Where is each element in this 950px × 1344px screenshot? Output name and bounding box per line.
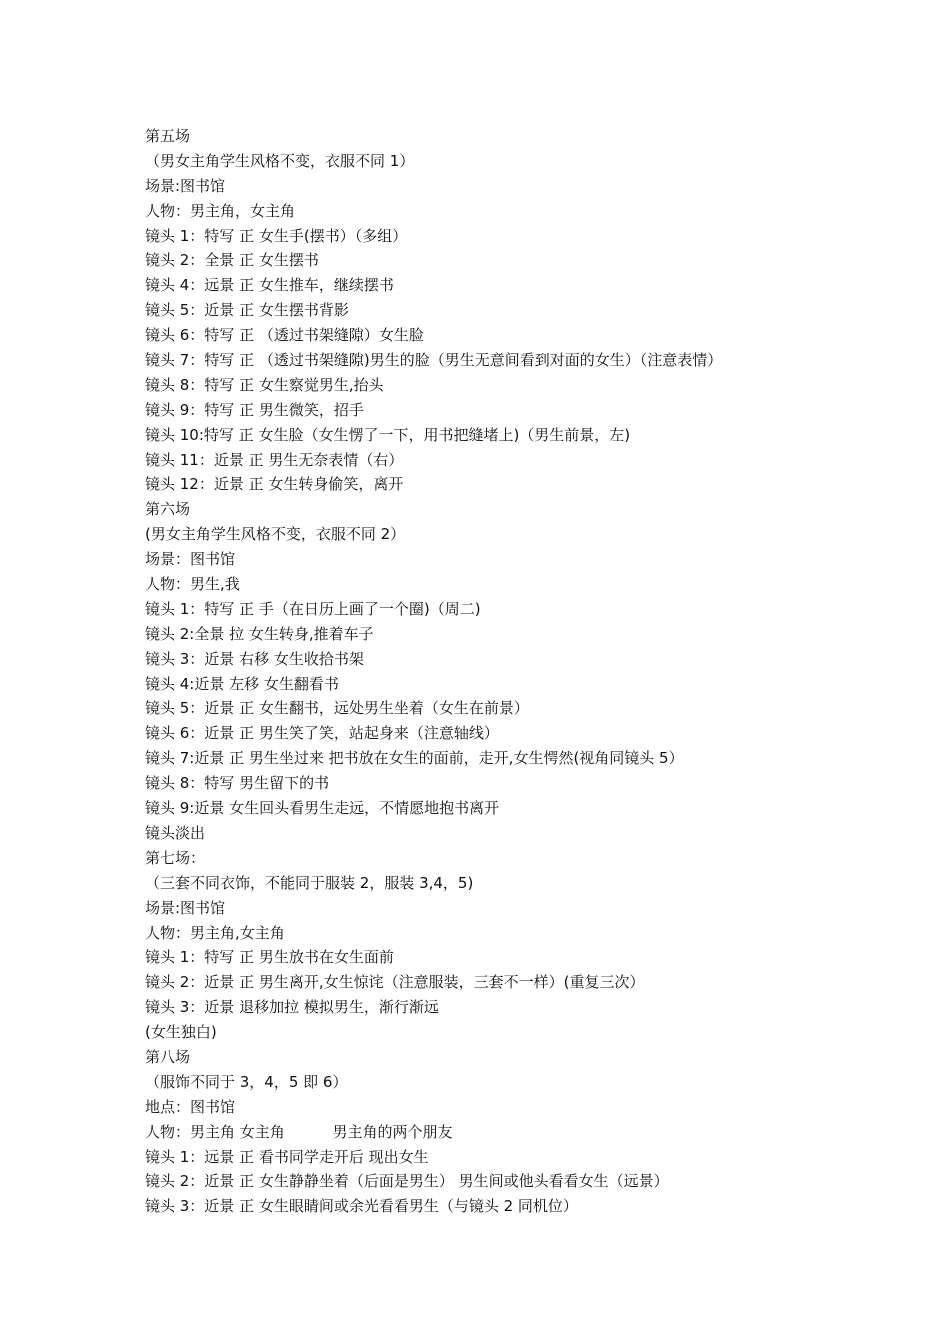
monologue-note: (女生独白) bbox=[145, 1023, 217, 1042]
shot-line: 镜头 4：远景 正 女生推车，继续摆书 bbox=[145, 276, 394, 295]
shot-line: 镜头 2：近景 正 女生静静坐着（后面是男生） 男生间或他头看看女生（远景） bbox=[145, 1172, 669, 1191]
scene-5-heading: 第五场 bbox=[145, 127, 191, 145]
shot-line: 镜头 7：特写 正 （透过书架缝隙)男生的脸（男生无意间看到对面的女生）（注意表情） bbox=[145, 351, 723, 370]
shot-line: 镜头 11：近景 正 男生无奈表情（右） bbox=[145, 450, 404, 469]
scene-5-characters: 人物：男主角，女主角 bbox=[145, 201, 296, 220]
scene-5-costume-note: （男女主角学生风格不变，衣服不同 1） bbox=[145, 151, 415, 170]
shot-line: 镜头 2：全景 正 女生摆书 bbox=[145, 251, 319, 270]
scene-6-heading: 第六场 bbox=[145, 500, 191, 519]
shot-line: 镜头 1：远景 正 看书同学走开后 现出女生 bbox=[145, 1147, 429, 1166]
scene-8-costume-note: （服饰不同于 3，4，5 即 6） bbox=[145, 1072, 348, 1091]
shot-line: 镜头 3：近景 右移 女生收拾书架 bbox=[145, 649, 364, 668]
scene-6-location: 场景：图书馆 bbox=[145, 550, 236, 569]
shot-line: 镜头 8：特写 男生留下的书 bbox=[145, 774, 330, 793]
shot-line: 镜头 6：特写 正 （透过书架缝隙）女生脸 bbox=[145, 326, 424, 345]
shot-line: 镜头 4:近景 左移 女生翻看书 bbox=[145, 674, 339, 693]
shot-line: 镜头 9:近景 女生回头看男生走远，不情愿地抱书离开 bbox=[145, 799, 500, 818]
script-text bbox=[145, 124, 905, 1219]
shot-line: 镜头 1：特写 正 手（在日历上画了一个圈)（周二) bbox=[145, 599, 481, 618]
shot-line: 镜头 5：近景 正 女生摆书背影 bbox=[145, 301, 349, 320]
scene-6-characters: 人物：男生,我 bbox=[145, 575, 240, 594]
scene-6-costume-note: (男女主角学生风格不变，衣服不同 2） bbox=[145, 525, 406, 544]
shot-line: 镜头 10:特写 正 女生脸（女生愣了一下，用书把缝堵上)（男生前景，左) bbox=[145, 425, 631, 444]
shot-line: 镜头 7:近景 正 男生坐过来 把书放在女生的面前，走开,女生愕然(视角同镜头 5） bbox=[145, 749, 684, 768]
scene-7-location: 场景:图书馆 bbox=[145, 898, 226, 917]
shot-line: 镜头 1：特写 正 女生手(摆书）（多组） bbox=[145, 226, 408, 245]
scene-7-costume-note: （三套不同衣饰，不能同于服装 2，服装 3,4，5) bbox=[145, 873, 474, 892]
fade-out-note: 镜头淡出 bbox=[145, 823, 206, 842]
shot-line: 镜头 6：近景 正 男生笑了笑，站起身来（注意轴线） bbox=[145, 724, 499, 743]
shot-line: 镜头 3：近景 退移加拉 模拟男生，渐行渐远 bbox=[145, 998, 439, 1017]
scene-7-characters: 人物：男主角,女主角 bbox=[145, 923, 285, 942]
shot-line: 镜头 5：近景 正 女生翻书，远处男生坐着（女生在前景） bbox=[145, 699, 529, 718]
scene-7-heading: 第七场： bbox=[145, 848, 206, 867]
scene-8-characters: 人物：男主角 女主角 男主角的两个朋友 bbox=[145, 1122, 453, 1141]
shot-line: 镜头 3：近景 正 女生眼睛间或余光看看男生（与镜头 2 同机位） bbox=[145, 1197, 578, 1216]
shot-line: 镜头 2:全景 拉 女生转身,推着车子 bbox=[145, 624, 374, 643]
shot-line: 镜头 12：近景 正 女生转身偷笑，离开 bbox=[145, 475, 404, 494]
scene-8-location: 地点：图书馆 bbox=[145, 1097, 236, 1116]
shot-line: 镜头 1：特写 正 男生放书在女生面前 bbox=[145, 948, 394, 967]
scene-5-location: 场景:图书馆 bbox=[145, 176, 226, 195]
shot-line: 镜头 9：特写 正 男生微笑，招手 bbox=[145, 400, 364, 419]
scene-8-heading: 第八场 bbox=[145, 1047, 191, 1066]
shot-line: 镜头 8：特写 正 女生察觉男生,抬头 bbox=[145, 375, 384, 394]
shot-line: 镜头 2：近景 正 男生离开,女生惊诧（注意服装，三套不一样）(重复三次） bbox=[145, 973, 645, 992]
